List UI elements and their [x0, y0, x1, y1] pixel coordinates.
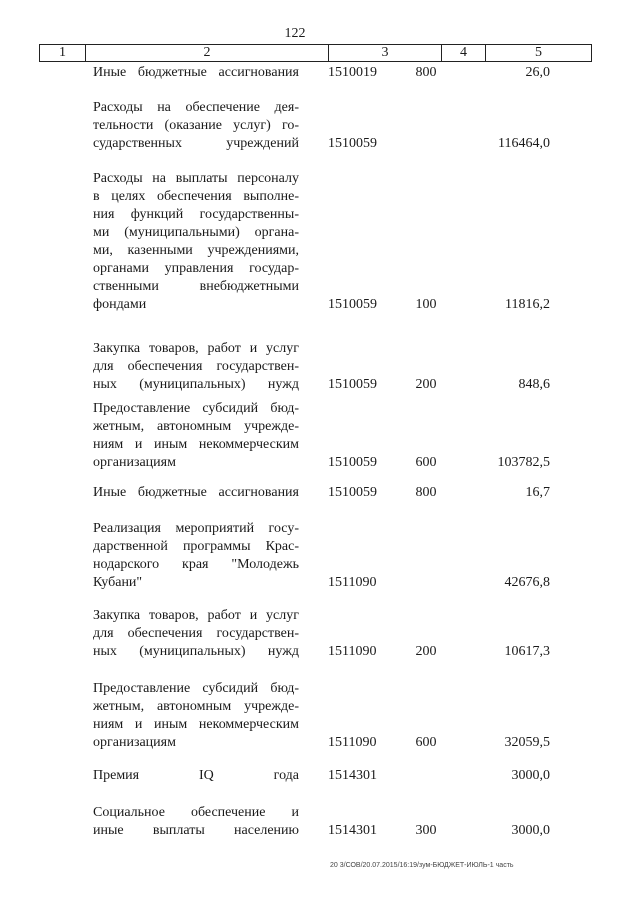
row-name-line: жетным, автономным учрежде-: [93, 419, 299, 434]
row-code: 1510059: [328, 455, 377, 470]
row-name-line: Предоставление субсидий бюд-: [93, 681, 299, 696]
row-name-line: дарственной программы Крас-: [93, 539, 299, 554]
row-code: 1511090: [328, 575, 377, 590]
footer-note: 20 3/СОВ/20.07.2015/16:19/зум-БЮДЖЕТ-ИЮЛЬ-1 часть: [330, 862, 514, 869]
row-name-line: организациям: [93, 735, 176, 750]
row-amount: 116464,0: [498, 136, 550, 151]
row-name-line: ми, казенными учреждениями,: [93, 243, 299, 258]
row-name-line: ми (муниципальными) органа-: [93, 225, 299, 240]
row-name-line: Реализация мероприятий госу-: [93, 521, 299, 536]
row-type: 600: [415, 455, 437, 470]
row-name-line: иные выплаты населению: [93, 823, 299, 838]
row-name-line: ниям и иным некоммерческим: [93, 717, 299, 732]
row-code: 1510059: [328, 136, 377, 151]
row-name-line: в целях обеспечения выполне-: [93, 189, 299, 204]
row-name-line: Расходы на выплаты персоналу: [93, 171, 299, 186]
header-col-4: 4: [442, 45, 486, 61]
table-header: [39, 44, 592, 62]
row-name: [93, 170, 299, 314]
header-col-3: 3: [329, 45, 442, 61]
row-name-line: органами управления государ-: [93, 261, 299, 276]
row-type: 200: [415, 644, 437, 659]
row-type: 800: [415, 65, 437, 80]
row-name: [93, 99, 299, 153]
row-name-line: Предоставление субсидий бюд-: [93, 401, 299, 416]
row-name-line: Премия IQ года: [93, 768, 299, 783]
row-code: 1510059: [328, 485, 377, 500]
row-name: [93, 340, 299, 394]
row-amount: 3000,0: [511, 768, 550, 783]
row-name: [93, 484, 299, 502]
row-name-line: Закупка товаров, работ и услуг: [93, 608, 299, 623]
row-type: 600: [415, 735, 437, 750]
row-code: 1510059: [328, 297, 377, 312]
row-name-line: Закупка товаров, работ и услуг: [93, 341, 299, 356]
row-type: 100: [415, 297, 437, 312]
row-code: 1511090: [328, 644, 377, 659]
row-amount: 42676,8: [504, 575, 550, 590]
row-amount: 16,7: [525, 485, 550, 500]
row-name-line: фондами: [93, 297, 147, 312]
row-name-line: тельности (оказание услуг) го-: [93, 118, 299, 133]
row-name-line: сударственных учреждений: [93, 136, 299, 151]
row-name-line: ных (муниципальных) нужд: [93, 644, 299, 659]
row-name-line: нодарского края "Молодежь: [93, 557, 299, 572]
row-name-line: для обеспечения государствен-: [93, 626, 299, 641]
row-amount: 32059,5: [504, 735, 550, 750]
header-col-1: 1: [40, 45, 86, 61]
row-name: [93, 607, 299, 661]
row-code: 1514301: [328, 768, 377, 783]
row-name: [93, 680, 299, 752]
row-name: [93, 400, 299, 472]
row-code: 1511090: [328, 735, 377, 750]
row-name-line: организациям: [93, 455, 176, 470]
row-type: 800: [415, 485, 437, 500]
row-name-line: жетным, автономным учрежде-: [93, 699, 299, 714]
row-name-line: ных (муниципальных) нужд: [93, 377, 299, 392]
row-name: [93, 804, 299, 840]
row-type: 200: [415, 377, 437, 392]
row-name-line: для обеспечения государствен-: [93, 359, 299, 374]
row-amount: 103782,5: [497, 455, 550, 470]
row-name-line: Иные бюджетные ассигнования: [93, 65, 299, 80]
row-amount: 3000,0: [511, 823, 550, 838]
row-name-line: Социальное обеспечение и: [93, 805, 299, 820]
header-col-5: 5: [535, 45, 542, 60]
row-name-line: ния функций государственны-: [93, 207, 299, 222]
row-code: 1510019: [328, 65, 377, 80]
row-name: [93, 64, 299, 82]
row-name: [93, 767, 299, 785]
row-name-line: ниям и иным некоммерческим: [93, 437, 299, 452]
row-code: 1510059: [328, 377, 377, 392]
row-name-line: Расходы на обеспечение дея-: [93, 100, 299, 115]
row-name: [93, 520, 299, 592]
row-name-line: Иные бюджетные ассигнования: [93, 485, 299, 500]
row-type: 300: [415, 823, 437, 838]
row-code: 1514301: [328, 823, 377, 838]
row-amount: 11816,2: [505, 297, 550, 312]
row-amount: 10617,3: [504, 644, 550, 659]
row-name-line: Кубани": [93, 575, 143, 590]
row-name-line: ственными внебюджетными: [93, 279, 299, 294]
row-amount: 26,0: [525, 65, 550, 80]
page-number: 122: [284, 26, 306, 41]
header-col-2: 2: [86, 45, 329, 61]
row-amount: 848,6: [518, 377, 550, 392]
